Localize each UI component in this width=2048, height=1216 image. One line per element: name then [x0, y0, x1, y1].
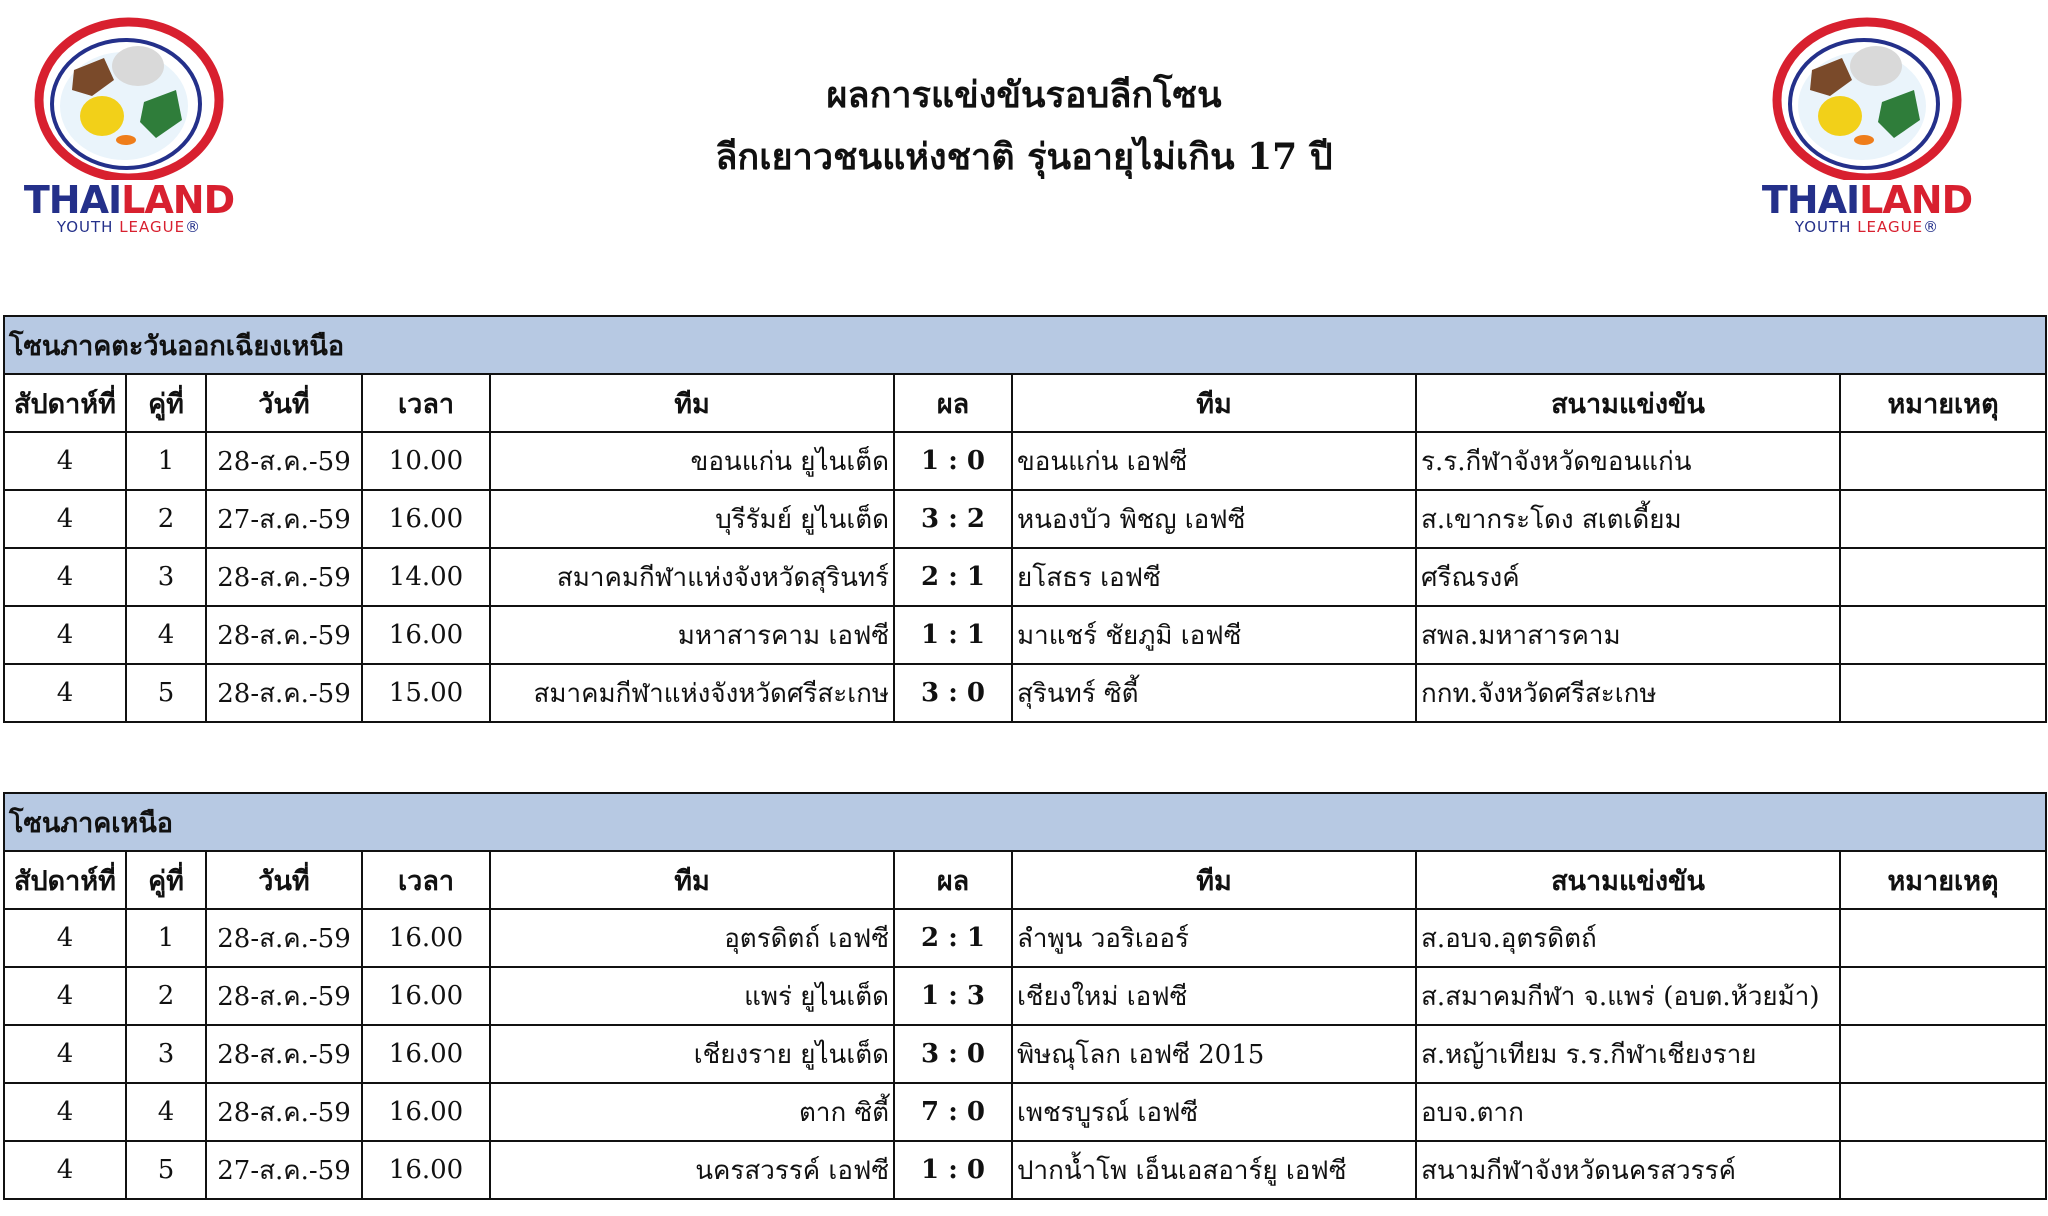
col-note: หมายเหตุ: [1840, 374, 2046, 432]
score-cell: 1 : 1: [894, 606, 1012, 664]
date-cell: 28-ส.ค.-59: [206, 432, 362, 490]
home-team-cell: สมาคมกีฬาแห่งจังหวัดศรีสะเกษ: [490, 664, 894, 722]
score-cell: 1 : 0: [894, 1141, 1012, 1199]
col-result: ผล: [894, 374, 1012, 432]
zone-name: โซนภาคเหนือ: [4, 793, 2046, 851]
zone-header-row: [4, 316, 2046, 374]
col-home-team: ทีม: [490, 851, 894, 909]
week-cell: 4: [4, 664, 126, 722]
time-cell: 16.00: [362, 606, 490, 664]
venue-cell: สนามกีฬาจังหวัดนครสวรรค์: [1416, 1141, 1840, 1199]
pair-cell: 4: [126, 606, 206, 664]
date-cell: 27-ส.ค.-59: [206, 490, 362, 548]
time-cell: 16.00: [362, 490, 490, 548]
week-cell: 4: [4, 606, 126, 664]
table-row: [4, 606, 2046, 664]
pair-cell: 1: [126, 909, 206, 967]
table-row: [4, 432, 2046, 490]
pair-cell: 4: [126, 1083, 206, 1141]
col-venue: สนามแข่งขัน: [1416, 374, 1840, 432]
week-cell: 4: [4, 1083, 126, 1141]
venue-cell: อบจ.ตาก: [1416, 1083, 1840, 1141]
home-team-cell: นครสวรรค์ เอฟซี: [490, 1141, 894, 1199]
venue-cell: ส.หญ้าเทียม ร.ร.กีฬาเชียงราย: [1416, 1025, 1840, 1083]
away-team-cell: เชียงใหม่ เอฟซี: [1012, 967, 1416, 1025]
logo-tagline: YOUTH LEAGUE®: [56, 218, 202, 236]
pair-cell: 5: [126, 1141, 206, 1199]
page-title: ผลการแข่งขันรอบลีกโซน: [826, 74, 1222, 116]
col-pair: คู่ที่: [126, 374, 206, 432]
score-cell: 7 : 0: [894, 1083, 1012, 1141]
col-week: สัปดาห์ที่: [4, 374, 126, 432]
pair-cell: 2: [126, 490, 206, 548]
date-cell: 28-ส.ค.-59: [206, 664, 362, 722]
week-cell: 4: [4, 967, 126, 1025]
page-subtitle: ลีกเยาวชนแห่งชาติ รุ่นอายุไม่เกิน 17 ปี: [715, 136, 1333, 178]
time-cell: 16.00: [362, 909, 490, 967]
note-cell: [1840, 548, 2046, 606]
home-team-cell: มหาสารคาม เอฟซี: [490, 606, 894, 664]
venue-cell: ร.ร.กีฬาจังหวัดขอนแก่น: [1416, 432, 1840, 490]
away-team-cell: ขอนแก่น เอฟซี: [1012, 432, 1416, 490]
away-team-cell: พิษณุโลก เอฟซี 2015: [1012, 1025, 1416, 1083]
zone-header-row: [4, 793, 2046, 851]
note-cell: [1840, 432, 2046, 490]
score-cell: 1 : 0: [894, 432, 1012, 490]
zone-name: โซนภาคตะวันออกเฉียงเหนือ: [4, 316, 2046, 374]
week-cell: 4: [4, 1141, 126, 1199]
home-team-cell: สมาคมกีฬาแห่งจังหวัดสุรินทร์: [490, 548, 894, 606]
venue-cell: ส.เขากระโดง สเตเดี้ยม: [1416, 490, 1840, 548]
week-cell: 4: [4, 490, 126, 548]
score-cell: 3 : 0: [894, 1025, 1012, 1083]
col-date: วันที่: [206, 374, 362, 432]
date-cell: 28-ส.ค.-59: [206, 1083, 362, 1141]
home-team-cell: ตาก ซิตี้: [490, 1083, 894, 1141]
table-row: [4, 1083, 2046, 1141]
pair-cell: 3: [126, 548, 206, 606]
time-cell: 14.00: [362, 548, 490, 606]
logo-wordmark: THAILAND: [23, 178, 235, 222]
score-cell: 3 : 2: [894, 490, 1012, 548]
venue-cell: สพล.มหาสารคาม: [1416, 606, 1840, 664]
week-cell: 4: [4, 1025, 126, 1083]
venue-cell: ศรีณรงค์: [1416, 548, 1840, 606]
time-cell: 16.00: [362, 1025, 490, 1083]
away-team-cell: ปากน้ำโพ เอ็นเอสอาร์ยู เอฟซี: [1012, 1141, 1416, 1199]
col-home-team: ทีม: [490, 374, 894, 432]
col-week: สัปดาห์ที่: [4, 851, 126, 909]
note-cell: [1840, 1083, 2046, 1141]
time-cell: 16.00: [362, 1083, 490, 1141]
away-team-cell: สุรินทร์ ซิตี้: [1012, 664, 1416, 722]
date-cell: 27-ส.ค.-59: [206, 1141, 362, 1199]
col-away-team: ทีม: [1012, 851, 1416, 909]
score-cell: 2 : 1: [894, 548, 1012, 606]
date-cell: 28-ส.ค.-59: [206, 967, 362, 1025]
table-row: [4, 664, 2046, 722]
score-cell: 2 : 1: [894, 909, 1012, 967]
pair-cell: 3: [126, 1025, 206, 1083]
zone-table-northeast: [3, 315, 2047, 723]
time-cell: 16.00: [362, 1141, 490, 1199]
time-cell: 15.00: [362, 664, 490, 722]
home-team-cell: ขอนแก่น ยูไนเต็ด: [490, 432, 894, 490]
week-cell: 4: [4, 432, 126, 490]
col-venue: สนามแข่งขัน: [1416, 851, 1840, 909]
note-cell: [1840, 1141, 2046, 1199]
week-cell: 4: [4, 548, 126, 606]
date-cell: 28-ส.ค.-59: [206, 606, 362, 664]
col-away-team: ทีม: [1012, 374, 1416, 432]
table-row: [4, 1025, 2046, 1083]
col-date: วันที่: [206, 851, 362, 909]
note-cell: [1840, 606, 2046, 664]
table-row: [4, 967, 2046, 1025]
score-cell: 1 : 3: [894, 967, 1012, 1025]
away-team-cell: หนองบัว พิชญ เอฟซี: [1012, 490, 1416, 548]
venue-cell: กกท.จังหวัดศรีสะเกษ: [1416, 664, 1840, 722]
table-row: [4, 909, 2046, 967]
note-cell: [1840, 664, 2046, 722]
home-team-cell: แพร่ ยูไนเต็ด: [490, 967, 894, 1025]
score-cell: 3 : 0: [894, 664, 1012, 722]
venue-cell: ส.อบจ.อุตรดิตถ์: [1416, 909, 1840, 967]
table-row: [4, 490, 2046, 548]
pair-cell: 1: [126, 432, 206, 490]
date-cell: 28-ส.ค.-59: [206, 909, 362, 967]
week-cell: 4: [4, 909, 126, 967]
note-cell: [1840, 490, 2046, 548]
column-header-row: [4, 374, 2046, 432]
away-team-cell: มาแชร์ ชัยภูมิ เอฟซี: [1012, 606, 1416, 664]
away-team-cell: ยโสธร เอฟซี: [1012, 548, 1416, 606]
col-note: หมายเหตุ: [1840, 851, 2046, 909]
logo-tagline: YOUTH LEAGUE®: [1794, 218, 1940, 236]
table-row: [4, 1141, 2046, 1199]
date-cell: 28-ส.ค.-59: [206, 548, 362, 606]
logo-wordmark: THAILAND: [1761, 178, 1973, 222]
note-cell: [1840, 1025, 2046, 1083]
col-time: เวลา: [362, 374, 490, 432]
away-team-cell: ลำพูน วอริเออร์: [1012, 909, 1416, 967]
col-time: เวลา: [362, 851, 490, 909]
time-cell: 10.00: [362, 432, 490, 490]
home-team-cell: อุตรดิตถ์ เอฟซี: [490, 909, 894, 967]
away-team-cell: เพชรบูรณ์ เอฟซี: [1012, 1083, 1416, 1141]
home-team-cell: เชียงราย ยูไนเต็ด: [490, 1025, 894, 1083]
pair-cell: 2: [126, 967, 206, 1025]
date-cell: 28-ส.ค.-59: [206, 1025, 362, 1083]
home-team-cell: บุรีรัมย์ ยูไนเต็ด: [490, 490, 894, 548]
col-result: ผล: [894, 851, 1012, 909]
col-pair: คู่ที่: [126, 851, 206, 909]
time-cell: 16.00: [362, 967, 490, 1025]
table-row: [4, 548, 2046, 606]
note-cell: [1840, 909, 2046, 967]
note-cell: [1840, 967, 2046, 1025]
pair-cell: 5: [126, 664, 206, 722]
column-header-row: [4, 851, 2046, 909]
zone-table-north: [3, 792, 2047, 1200]
venue-cell: ส.สมาคมกีฬา จ.แพร่ (อบต.ห้วยม้า): [1416, 967, 1840, 1025]
